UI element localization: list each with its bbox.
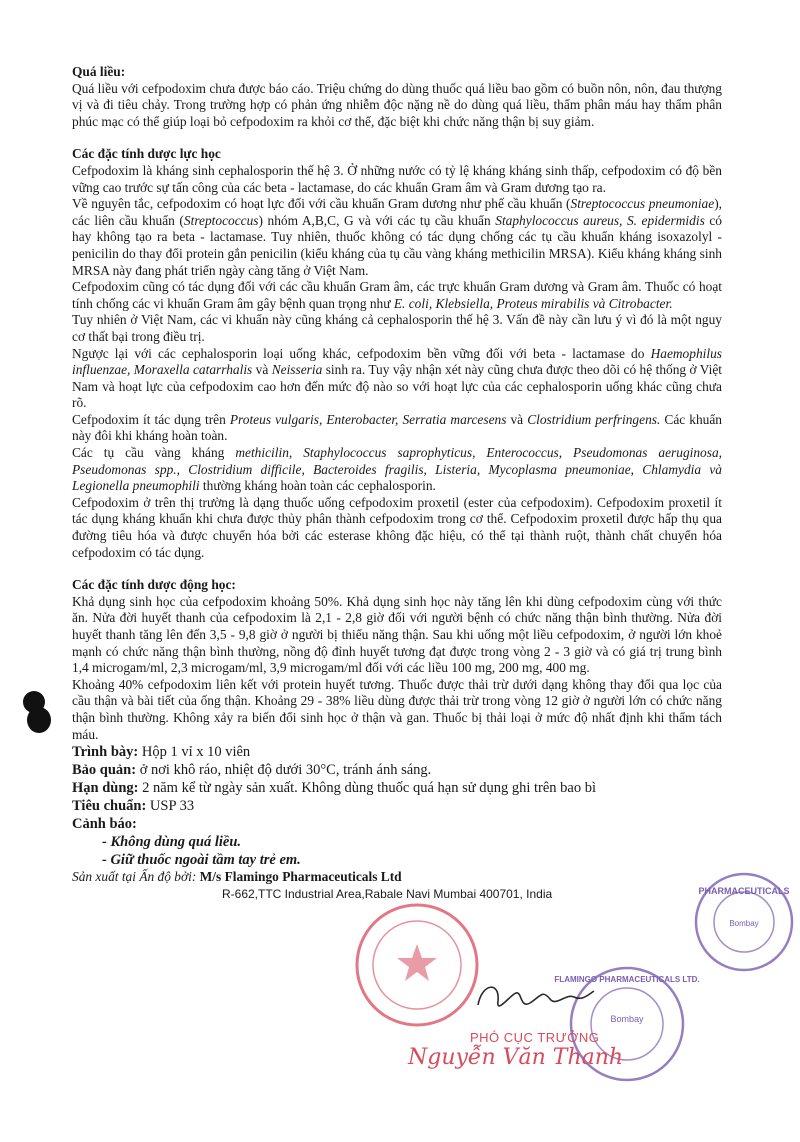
warning-item-1: - Không dùng quá liều.: [102, 834, 242, 851]
official-name: Nguyễn Văn Thanh: [408, 1045, 624, 1070]
seal-ring-text: FLAMINGO PHARMACEUTICALS LTD.: [554, 975, 700, 984]
ink-blot: [22, 690, 52, 734]
pd-paragraph-4: Tuy nhiên ở Việt Nam, các vi khuẩn này cũng kháng cả cephalosporin thế hệ 3. Vấn đề này cần lưu ý vì đó là một nguy cơ thất bại trong điều trị.: [72, 312, 722, 344]
manufacturer-line: Sản xuất tại Ấn độ bởi: M/s Flamingo Pharmaceuticals Ltd: [72, 869, 402, 885]
overdose-title: Quá liều:: [72, 64, 126, 79]
pk-paragraph-1: Khả dụng sinh học của cefpodoxim khoảng 50%. Khả dụng sinh học này tăng lên khi dùng cefpodoxim cùng với thức ăn. Nửa đời huyết thanh của cefpodoxim là 2,1 - 2,8 giờ đối với người bệnh có chức năng thận bình thường. Nửa đời huyết thanh tăng lên đến 3,5 - 9,8 giờ ở người bị thiểu năng thận. Sau khi uống một liều cefpodoxim, ở người lớn khoẻ mạnh có chức năng thận bình thường, nồng độ đỉnh huyết tương đạt được trong vòng 2 - 3 giờ và có giá trị trung bình 1,4 microgam/ml, 2,3 microgam/ml, 3,9 microgam/ml đối với các liều 100 mg, 200 mg, 400 mg.: [72, 593, 722, 676]
seal-company-text: PHARMACEUTICALS: [698, 886, 790, 896]
handwritten-signature: [470, 975, 600, 1020]
pd-paragraph-5: Ngược lại với các cephalosporin loại uống khác, cefpodoxim bền vững đối với beta - lactamase do Haemophilus influenzae, Moraxella catarrhalis và Neisseria sinh ra. Tuy vậy nhận xét này cũng chưa được theo dõi có hệ thống ở Việt Nam và hoạt lực của cefpodoxim cao hơn đến mức độ nào so với hoạt lực của các cephalosporin uống khác cũng chưa rõ.: [72, 345, 722, 411]
seal-city-text: Bombay: [729, 919, 759, 928]
presentation-line: Trình bày: Hộp 1 vỉ x 10 viên: [72, 744, 251, 761]
pharmacodynamics-title: Các đặc tính dược lực học: [72, 146, 221, 162]
warning-title: Cảnh báo:: [72, 816, 137, 833]
pd-paragraph-3: Cefpodoxim cũng có tác dụng đối với các cầu khuẩn Gram âm, các trực khuẩn Gram dương và Gram âm. Thuốc có hoạt tính chống các vi khuẩn Gram âm gây bệnh quan trọng như E. coli, Klebsiella, Proteus mirabilis và Citrobacter.: [72, 279, 722, 311]
pd-paragraph-7: Các tụ cầu vàng kháng methicilin, Staphylococcus saprophyticus, Enterococcus, Pseudomonas aeruginosa, Pseudomonas spp., Clostridium difficile, Bacteroides fragilis, Listeria, Mycoplasma pneumoniae, Chlamydia và Legionella pneumophili thường kháng hoàn toàn các cephalosporin.: [72, 445, 722, 494]
official-title: PHÓ CỤC TRƯỞNG: [470, 1030, 600, 1045]
company-seal-right: [692, 870, 796, 974]
seal-center-city: Bombay: [610, 1014, 644, 1024]
pd-paragraph-8: Cefpodoxim ở trên thị trường là dạng thuốc uống cefpodoxim proxetil (ester của cefpodoxim). Cefpodoxim proxetil ít tác dụng kháng khuẩn khi chưa được thủy phân thành cefpodoxim trong cơ thể. Cefpodoxim proxetil được hấp thụ qua đường tiêu hóa và được chuyển hóa bởi các esterase không đặc hiệu, có thể tại thành ruột, thành chất chuyển hóa cefpodoxim có tác dụng.: [72, 494, 722, 560]
document-page: [72, 64, 722, 902]
standard-line: Tiêu chuẩn: USP 33: [72, 798, 195, 815]
warning-item-2: - Giữ thuốc ngoài tầm tay trẻ em.: [102, 852, 301, 869]
storage-line: Bảo quản: ở nơi khô ráo, nhiệt độ dưới 30°C, tránh ánh sáng.: [72, 762, 432, 779]
pk-paragraph-2: Khoảng 40% cefpodoxim liên kết với protein huyết tương. Thuốc được thải trừ dưới dạng không thay đổi qua lọc của cầu thận và bài tiết của ống thận. Khoảng 29 - 38% liều dùng được thải trừ trong vòng 12 giờ ở người lớn có chức năng thận bình thường. Không xảy ra biến đổi sinh học ở thận và gan. Thuốc bị thải loại ở mức độ nhất định khi thẩm tách máu.: [72, 676, 722, 742]
pharmacokinetics-title: Các đặc tính dược động học:: [72, 577, 236, 593]
overdose-text: Quá liều với cefpodoxim chưa được báo cáo. Triệu chứng do dùng thuốc quá liều bao gồm có buồn nôn, nôn, đau thượng vị và đi tiêu chảy. Trong trường hợp có phản ứng nhiễm độc nặng nề do dùng quá liều, thẩm phân máu hay thẩm phân phúc mạc có thể giúp loại bỏ cefpodoxim ra khỏi cơ thể, đặc biệt khi chức năng thận bị suy giảm.: [72, 80, 722, 129]
manufacturer-address: R-662,TTC Industrial Area,Rabale Navi Mumbai 400701, India: [222, 886, 553, 901]
pd-paragraph-1: Cefpodoxim là kháng sinh cephalosporin thế hệ 3. Ở những nước có tỷ lệ kháng kháng sinh thấp, cefpodoxim có độ bền vững cao trước sự tấn công của các beta - lactamase, do các khuẩn Gram âm và Gram dương tạo ra.: [72, 162, 722, 195]
official-round-seal: [352, 900, 482, 1030]
expiry-line: Hạn dùng: 2 năm kể từ ngày sản xuất. Không dùng thuốc quá hạn sử dụng ghi trên bao bì: [72, 780, 596, 797]
pd-paragraph-6: Cefpodoxim ít tác dụng trên Proteus vulgaris, Enterobacter, Serratia marcesens và Clostridium perfringens. Các khuẩn này đôi khi kháng hoàn toàn.: [72, 411, 722, 444]
pd-paragraph-2: Về nguyên tắc, cefpodoxim có hoạt lực đối với cầu khuẩn Gram dương như phế cầu khuẩn (Streptococcus pneumoniae), các liên cầu khuẩn (Streptococcus) nhóm A,B,C, G và với các tụ cầu khuẩn Staphylococcus aureus, S. epidermidis có hay không tạo ra beta - lactamase. Tuy nhiên, thuốc không có tác dụng chống các tụ cầu khuẩn kháng isoxazolyl - penicilin do thay đổi protein gắn penicilin (kiểu kháng của tụ cầu vàng kháng methicilin MRSA). Kiểu kháng kháng sinh MRSA này đang phát triển ngày càng tăng ở Việt Nam.: [72, 196, 722, 278]
